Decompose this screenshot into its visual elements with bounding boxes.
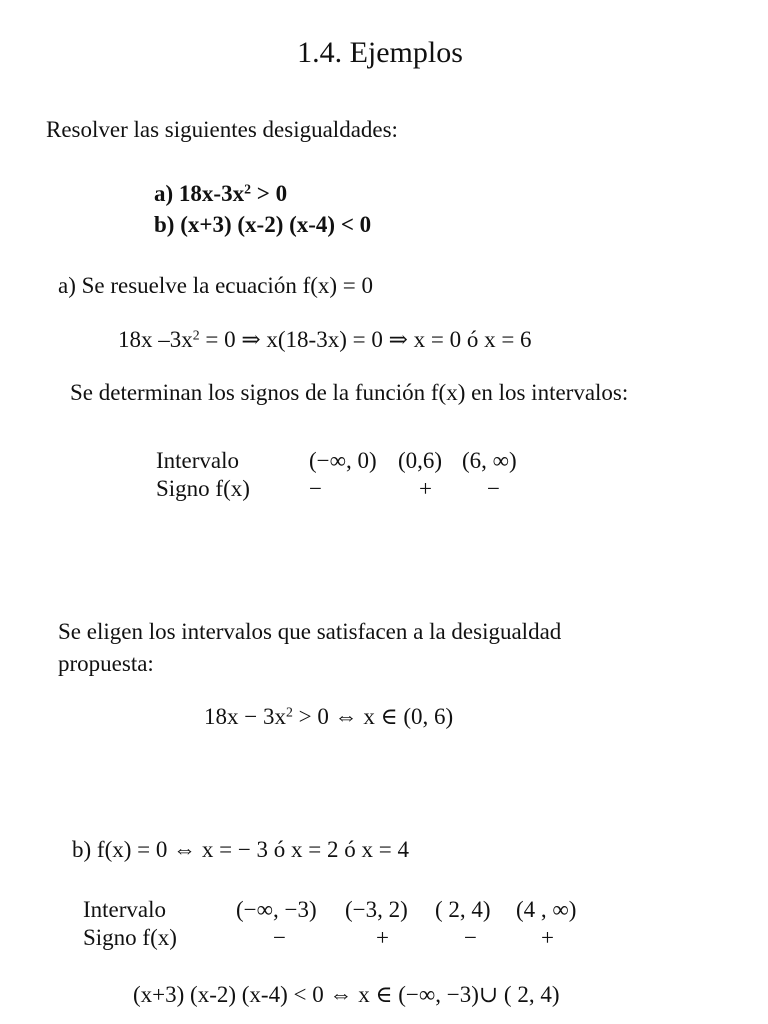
solution-a-step3-line2: propuesta: [58,651,154,676]
solution-a-equation [118,326,532,354]
sign-table-b-sign-row [83,924,576,952]
sign-cell: + [419,476,432,501]
sign-table-b-interval-row [83,896,576,924]
sign-cell: + [376,925,389,950]
solution-a-step3-line1: Se eligen los intervalos que satisfacen a la desigualdad [58,619,562,644]
interval-cell: (−∞, −3) [236,897,317,922]
sign-cell: + [541,925,554,950]
interval-cell: (6, ∞) [462,448,517,473]
solution-a-step2: Se determinan los signos de la función f(x) en los intervalos: [70,380,629,405]
solution-a-result [204,703,453,731]
equation-part1: 18x –3x [118,327,193,352]
result-exponent: 2 [285,704,293,720]
solution-a-step1: a) Se resuelve la ecuación f(x) = 0 [58,273,374,298]
sign-label: Signo f(x) [83,925,177,950]
sign-cell: − [487,476,500,501]
result-part2: > 0 ⇔ x ∈ (0, 6) [292,704,454,729]
interval-cell: (0,6) [398,448,443,473]
interval-cell: (−∞, 0) [309,448,377,473]
problem-a-relation: > 0 [250,181,288,206]
problem-a [154,180,287,208]
problem-a-exponent: 2 [244,181,251,197]
interval-label: Intervalo [83,897,167,922]
interval-cell: (4 , ∞) [516,897,577,922]
interval-cell: (−3, 2) [345,897,408,922]
sign-table-b [83,896,576,952]
sign-cell: − [309,476,322,501]
interval-cell: ( 2, 4) [435,897,491,922]
solution-b-result: (x+3) (x-2) (x-4) < 0 ⇔ x ∈ (−∞, −3)∪ ( 2, 4) [133,982,560,1007]
sign-cell: − [273,925,286,950]
solution-b-roots: b) f(x) = 0 ⇔ x = − 3 ó x = 2 ó x = 4 [72,837,409,862]
sign-cell: − [464,925,477,950]
equation-part2: = 0 ⇒ x(18-3x) = 0 ⇒ x = 0 ó x = 6 [199,327,532,352]
problem-a-text: a) 18x-3x [154,181,245,206]
sign-table-a-sign-row [156,475,517,503]
sign-table-a-interval-row [156,447,517,475]
sign-label: Signo f(x) [156,476,250,501]
interval-label: Intervalo [156,448,240,473]
sign-table-a [156,447,517,503]
result-part1: 18x − 3x [204,704,286,729]
page-title: 1.4. Ejemplos [297,36,463,69]
equation-exponent: 2 [192,327,200,343]
problem-b: b) (x+3) (x-2) (x-4) < 0 [154,212,372,237]
intro-text: Resolver las siguientes desigualdades: [46,117,398,142]
